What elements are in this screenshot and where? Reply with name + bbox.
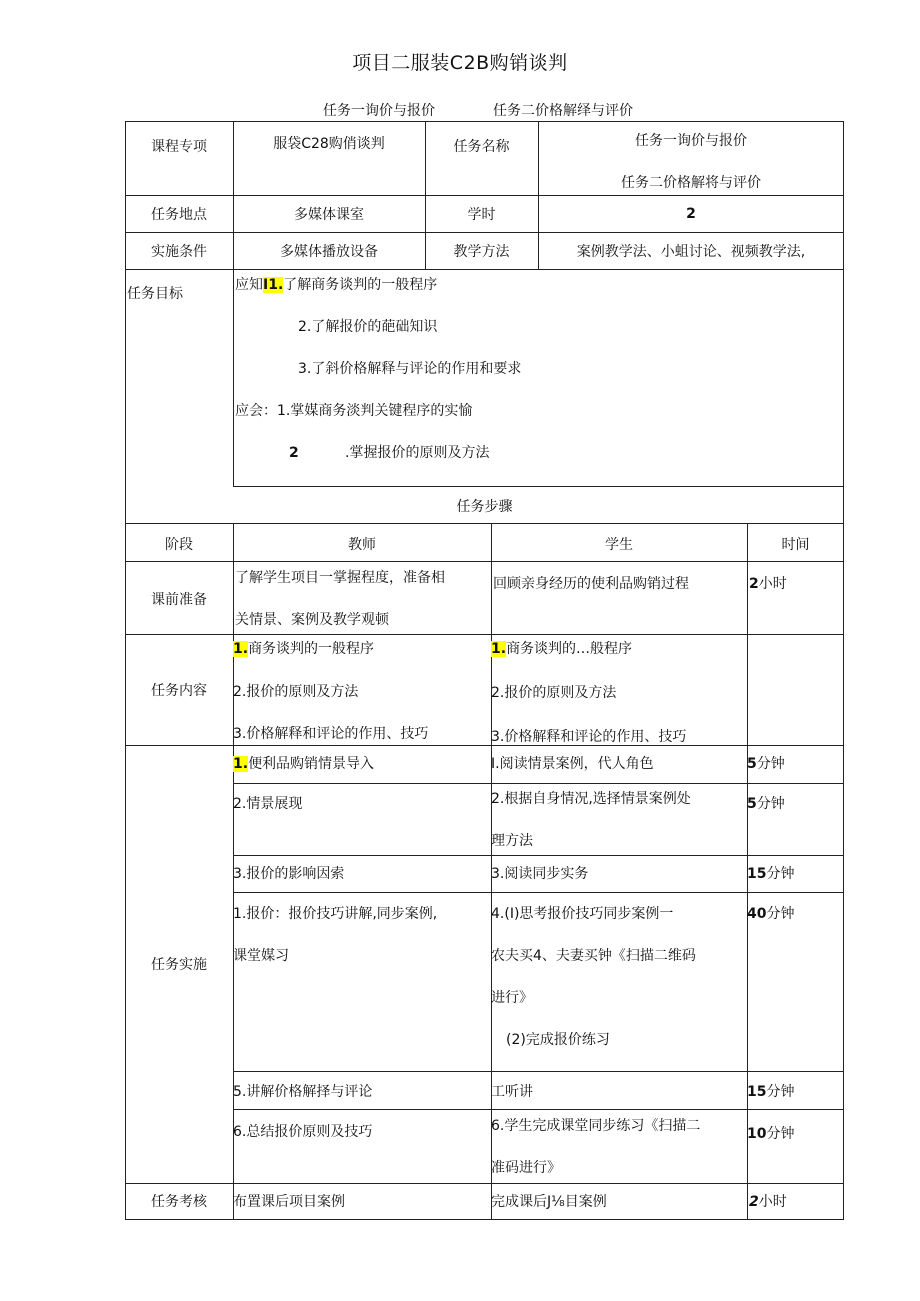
assess-student: 完成课后J⅛目案例 <box>491 1194 607 1210</box>
course-value: 服袋C28购俏谈判 <box>273 136 385 152</box>
impl-row6-time: 10分钟 <box>747 1126 795 1142</box>
impl-row2-time: 5分钟 <box>747 796 785 812</box>
col-header-student: 学生 <box>605 537 633 553</box>
impl-row1-teacher: 1.便利品购销情景导入 <box>233 756 375 772</box>
prep-teacher-line-2: 关情景、案例及教学观顿 <box>235 612 389 628</box>
conditions-value: 多媒体播放设备 <box>280 244 378 260</box>
impl-row6-teacher: 6.总结报价原则及技巧 <box>233 1124 373 1140</box>
impl-row4-teacher-line-2: 课堂媒习 <box>233 948 289 964</box>
content-student-1: 1.商务谈判的…般程序 <box>491 641 633 657</box>
goal-know-1-text: 了解商务谈判的一般程序 <box>283 277 438 293</box>
goal-can-2-text: .掌握报价的原则及方法 <box>345 445 490 461</box>
impl-row6-student-line-2: 准码进行》 <box>491 1160 561 1176</box>
subtitle-task-2: 任务二价格解绎与评价 <box>493 103 633 119</box>
content-teacher-2: 2.报价的原则及方法 <box>233 684 359 700</box>
goal-know-marker: I1. <box>263 277 284 293</box>
row-divider <box>233 783 844 784</box>
goal-know-3: 3.了斜价格解释与评论的作用和要求 <box>298 361 522 377</box>
impl-row6-student-line-1: 6.学生完成课堂同步练习《扫描二 <box>491 1118 701 1134</box>
impl-row3-student: 3.阅读同步实务 <box>491 866 589 882</box>
prep-student: 回顾亲身经历的使利品购销过程 <box>493 576 689 592</box>
goals-label: 任务目标 <box>127 286 183 302</box>
row-divider <box>233 1071 844 1072</box>
col-header-time: 时间 <box>781 537 810 553</box>
goal-know-prefix: 应知 <box>235 277 263 293</box>
goal-can-1: 应会：1.掌媒商务淡判关键程序的实愉 <box>235 403 473 419</box>
impl-row2-teacher: 2.情景展现 <box>233 796 303 812</box>
method-label: 教学方法 <box>453 244 510 260</box>
task-name-label: 任务名称 <box>453 139 510 155</box>
content-teacher-1: 1.商务谈判的一般程序 <box>233 641 375 657</box>
impl-row4-student-line-1: 4.(I)思考报价技巧同步案例一 <box>491 906 674 922</box>
col-header-teacher: 教师 <box>348 537 376 553</box>
row-divider <box>233 486 844 487</box>
hours-label: 学时 <box>467 207 496 223</box>
impl-row4-student-line-2: 农夫买4、夫妻买钟《扫描二维码 <box>491 948 696 964</box>
col-divider <box>233 121 234 486</box>
impl-row2-student-line-1: 2.根据自身情况,选择情景案例处 <box>491 791 691 807</box>
impl-row1-time: 5分钟 <box>747 756 785 772</box>
subtitle-task-1: 任务一询价与报价 <box>323 103 435 119</box>
content-student-3: 3.价格解释和评论的作用、技巧 <box>491 729 687 745</box>
goal-can-2-number: 2 <box>289 445 299 461</box>
conditions-label: 实施条件 <box>151 244 207 260</box>
place-value: 多媒体课室 <box>294 207 364 223</box>
impl-row1-student: I.阅读情景案例，代人角色 <box>491 756 654 772</box>
impl-row3-time: 15分钟 <box>747 866 795 882</box>
row-divider <box>233 855 844 856</box>
impl-row4-teacher-line-1: 1.报价：报价技巧讲解,同步案例, <box>233 906 438 922</box>
impl-row5-time: 15分钟 <box>747 1084 795 1100</box>
prep-time: 2小时 <box>749 576 787 592</box>
stage-assessment: 任务考核 <box>151 1194 207 1210</box>
assess-time: 2小时 <box>749 1194 787 1210</box>
content-teacher-3: 3.价格解释和评论的作用、技巧 <box>233 726 429 742</box>
document-title: 项目二服装C2B购销谈判 <box>352 52 568 74</box>
place-label: 任务地点 <box>151 207 207 223</box>
hours-value: 2 <box>686 206 696 222</box>
impl-row3-teacher: 3.报价的影响因索 <box>233 866 345 882</box>
impl-row4-student-line-4: (2)完成报价练习 <box>506 1032 610 1048</box>
steps-header: 任务步骤 <box>456 499 513 515</box>
goal-know-1 <box>235 277 437 293</box>
goal-know-2: 2.了解报价的葩础知识 <box>298 319 438 335</box>
impl-row4-student-line-3: 进行》 <box>491 990 533 1006</box>
prep-teacher-line-1: 了解学生项目一掌握程度，准备相 <box>235 570 445 586</box>
method-value: 案例教学法、小蛆讨论、视频教学法, <box>576 244 806 260</box>
impl-row2-student-line-2: 理方法 <box>491 833 533 849</box>
course-label: 课程专项 <box>151 139 207 155</box>
col-header-stage: 阶段 <box>165 537 193 553</box>
impl-row4-time: 40分钟 <box>747 906 795 922</box>
stage-implementation: 任务实施 <box>151 957 207 973</box>
stage-prep: 课前准备 <box>151 592 207 608</box>
impl-row5-teacher: 5.讲解价格解择与评论 <box>233 1084 373 1100</box>
task-name-1: 任务一询价与报价 <box>635 133 747 149</box>
impl-row5-student: 工听讲 <box>491 1084 533 1100</box>
row-divider <box>233 892 844 893</box>
row-divider <box>233 1109 844 1110</box>
content-student-2: 2.报价的原则及方法 <box>491 685 617 701</box>
stage-content: 任务内容 <box>151 683 207 699</box>
assess-teacher: 布置课后项目案例 <box>233 1194 345 1210</box>
task-name-2: 任务二价格解将与评价 <box>621 175 761 191</box>
